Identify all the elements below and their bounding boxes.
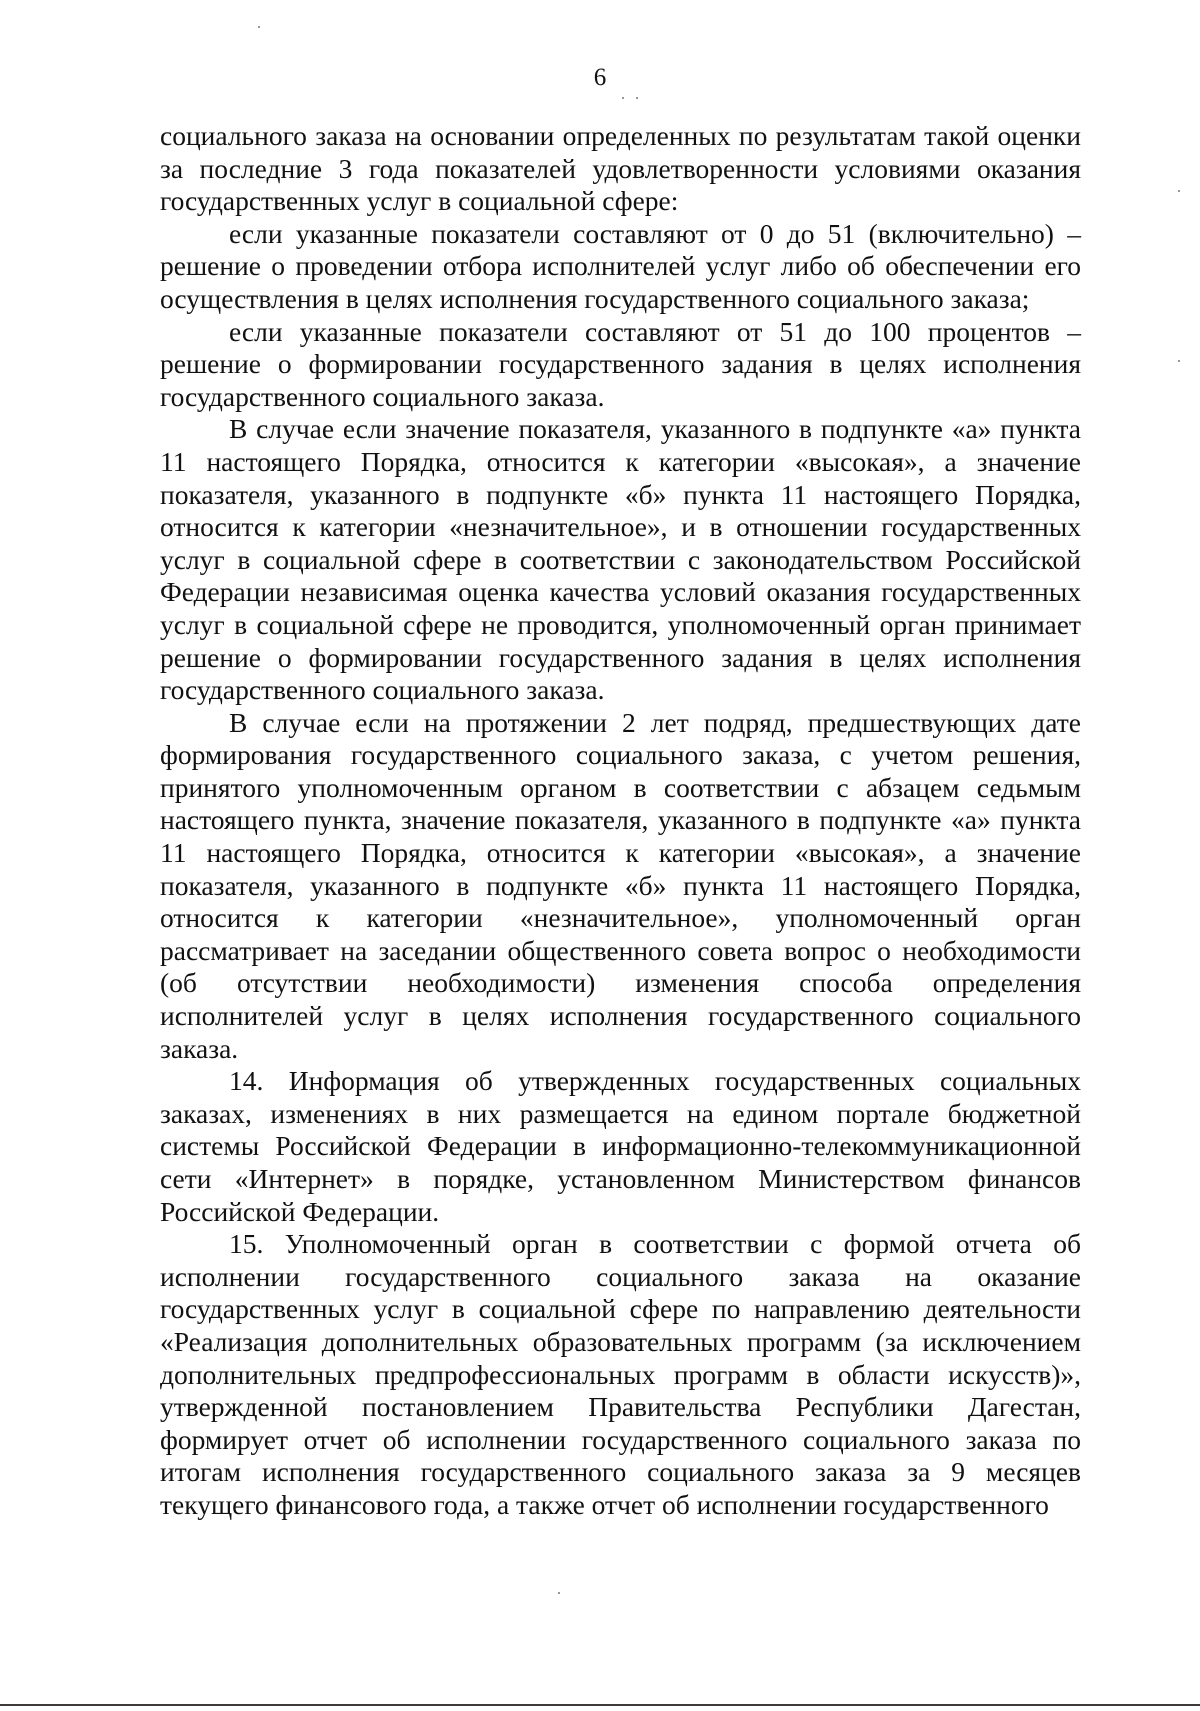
scan-speck bbox=[636, 97, 638, 99]
paragraph-continuation: социального заказа на основании определенных по результатам такой оценки за последние 3 года показателей удовлетворенности условиями оказания государственных услуг в социальной сфере: bbox=[160, 120, 1081, 217]
scan-speck bbox=[622, 97, 624, 99]
paragraph-high-category-case: В случае если значение показателя, указанного в подпункте «а» пункта 11 настоящего Порядка, относится к категории «высокая», а значение показателя, указанного в подпункте «б» пункта 11 настоящего Порядка, относится к категории «незначительное», и в отношении государственных услуг в социальной сфере в соответствии с законодательством Российской Федерации независимая оценка качества условий оказания государственных услуг в социальной сфере не проводится, уполномоченный орган принимает решение о формировании государственного задания в целях исполнения государственного социального заказа. bbox=[160, 413, 1081, 706]
scan-speck bbox=[558, 1592, 560, 1594]
scan-speck bbox=[258, 26, 260, 28]
document-body bbox=[160, 120, 1081, 1522]
scan-speck bbox=[1178, 360, 1180, 362]
paragraph-condition-high: если указанные показатели составляют от 51 до 100 процентов – решение о формировании государственного задания в целях исполнения государственного социального заказа. bbox=[160, 315, 1081, 412]
scan-edge-line bbox=[0, 1704, 1200, 1706]
paragraph-two-years-case: В случае если на протяжении 2 лет подряд, предшествующих дате формирования государственного социального заказа, с учетом решения, принятого уполномоченным органом в соответствии с абзацем седьмым настоящего пункта, значение показателя, указанного в подпункте «а» пункта 11 настоящего Порядка, относится к категории «высокая», а значение показателя, указанного в подпункте «б» пункта 11 настоящего Порядка, относится к категории «незначительное», уполномоченный орган рассматривает на заседании общественного совета вопрос о необходимости (об отсутствии необходимости) изменения способа определения исполнителей услуг в целях исполнения государственного социального заказа. bbox=[160, 706, 1081, 1064]
paragraph-item-15: 15. Уполномоченный орган в соответствии с формой отчета об исполнении государственного социального заказа на оказание государственных услуг в социальной сфере по направлению деятельности «Реализация дополнительных образовательных программ (за исключением дополнительных предпрофессиональных программ в области искусств)», утвержденной постановлением Правительства Республики Дагестан, формирует отчет об исполнении государственного социального заказа по итогам исполнения государственного социального заказа за 9 месяцев текущего финансового года, а также отчет об исполнении государственного bbox=[160, 1228, 1081, 1520]
paragraph-item-14: 14. Информация об утвержденных государственных социальных заказах, изменениях в них размещается на едином портале бюджетной системы Российской Федерации в информационно-телекоммуникационной сети «Интернет» в порядке, установленном Министерством финансов Российской Федерации. bbox=[160, 1065, 1081, 1227]
paragraph-condition-low: если указанные показатели составляют от 0 до 51 (включительно) – решение о проведении отбора исполнителей услуг либо об обеспечении его осуществления в целях исполнения государственного социального заказа; bbox=[160, 217, 1081, 314]
scan-speck bbox=[1178, 190, 1180, 192]
page-number: 6 bbox=[593, 64, 607, 91]
